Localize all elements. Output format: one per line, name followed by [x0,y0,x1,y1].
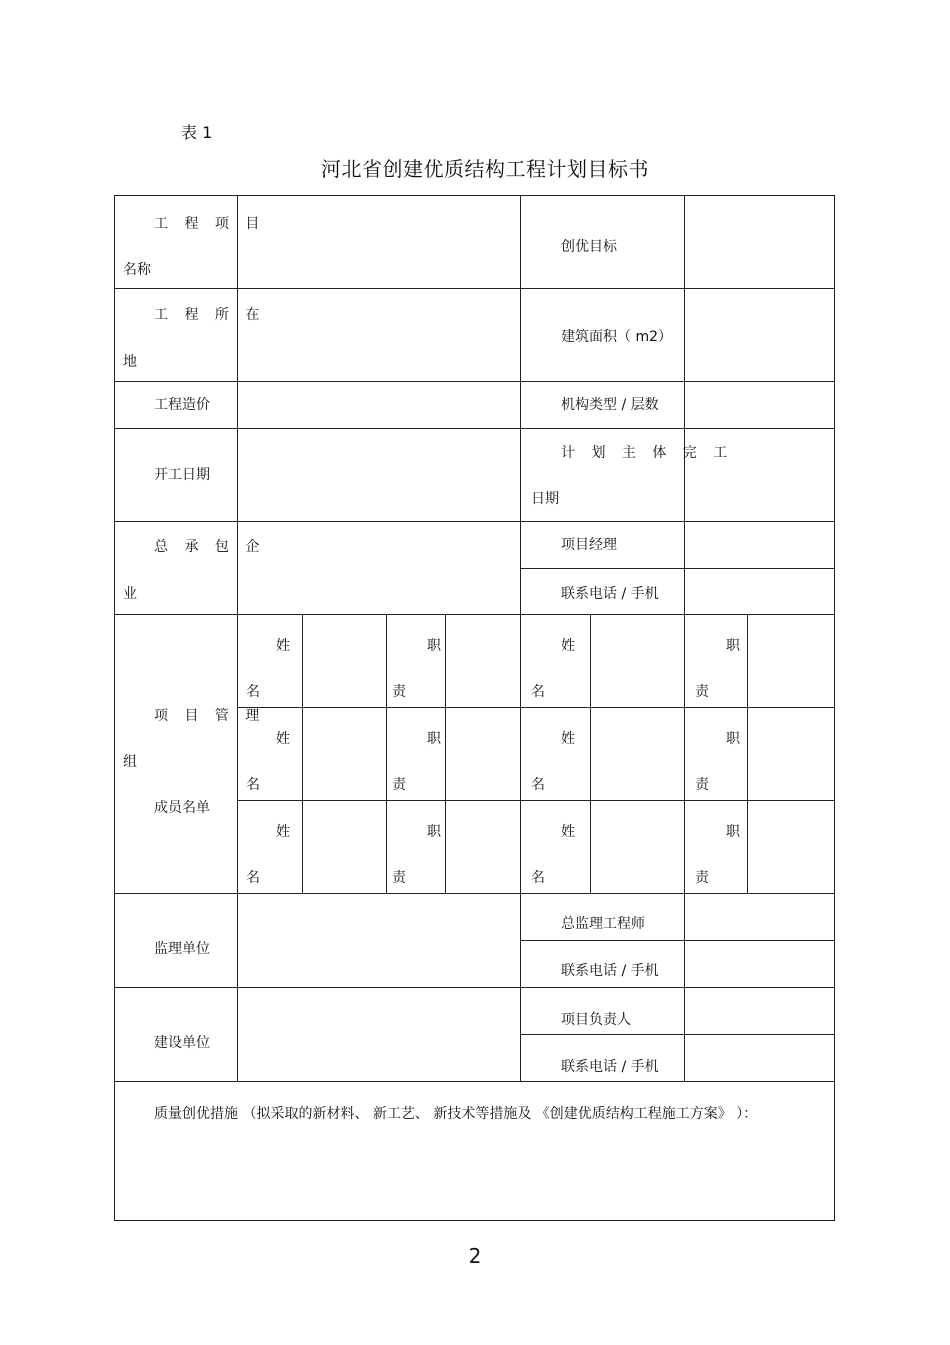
chief-supervisor-label: 总监理工程师 [561,916,645,932]
duty-label-top: 职 [726,638,740,654]
member-duty-label [685,615,748,708]
duty-label-bottom: 责 [392,777,406,793]
pm-field[interactable] [685,522,835,569]
chief-supervisor-field[interactable] [685,894,835,941]
plan-finish-label-line1: 计 划 主 体 完 工 [561,445,734,461]
contractor-label-cell [114,522,266,615]
chief-supervisor-label-cell [521,894,685,941]
goal-field[interactable] [685,195,835,289]
measures-label: 质量创优措施 （拟采取的新材料、 新工艺、 新技术等措施及 《创建优质结构工程施工方案》 ）： [154,1106,758,1122]
duty-label-bottom: 责 [695,870,709,886]
duty-label-bottom: 责 [392,870,406,886]
project-name-field[interactable] [238,195,521,289]
page-number: 2 [468,1244,482,1268]
target-form-table [114,195,835,1221]
team-label-line3: 成员名单 [154,800,210,816]
duty-label-top: 职 [427,731,441,747]
member-duty-field[interactable] [446,708,521,801]
pm-label-cell [521,522,685,569]
owner-lead-label: 项目负责人 [561,1012,631,1028]
name-label-bottom: 名 [531,684,545,700]
contractor-phone-label: 联系电话 / 手机 [561,586,659,602]
duty-label-bottom: 责 [695,777,709,793]
owner-field[interactable] [238,988,521,1082]
contractor-label-line1: 总 承 包 企 [154,539,266,555]
member-name-field[interactable] [303,801,387,894]
member-duty-label [685,801,748,894]
contractor-phone-field[interactable] [685,569,835,615]
owner-phone-label-cell [521,1035,685,1082]
structure-field[interactable] [685,382,835,429]
member-duty-field[interactable] [748,801,835,894]
location-label-line2: 地 [123,354,137,370]
duty-label-top: 职 [726,731,740,747]
name-label-top: 姓 [561,731,575,747]
area-field[interactable] [685,289,835,382]
member-name-field[interactable] [591,708,685,801]
supervision-field[interactable] [238,894,521,988]
contractor-field[interactable] [238,522,521,615]
start-date-label: 开工日期 [154,467,210,483]
cost-field[interactable] [238,382,521,429]
member-name-field[interactable] [303,615,387,708]
member-duty-field[interactable] [748,708,835,801]
name-label-bottom: 名 [531,870,545,886]
name-label-top: 姓 [561,638,575,654]
plan-finish-field[interactable] [685,429,835,522]
duty-label-top: 职 [427,824,441,840]
team-label-cell [114,615,266,894]
cost-label: 工程造价 [154,397,210,413]
owner-lead-field[interactable] [685,988,835,1035]
name-label-top: 姓 [276,731,290,747]
member-name-label [238,801,303,894]
project-name-label-line1: 工 程 项 目 [154,216,266,232]
name-label-bottom: 名 [531,777,545,793]
measures-cell[interactable] [114,1082,835,1221]
area-label: 建筑面积（ m2） [561,329,672,345]
member-duty-label [387,708,446,801]
structure-label-cell [521,382,685,429]
name-label-bottom: 名 [246,777,260,793]
team-label-line1: 项 目 管 理 [154,708,266,724]
member-duty-label [685,708,748,801]
duty-label-top: 职 [726,824,740,840]
member-name-label [521,615,591,708]
team-label-line2: 组 [123,754,137,770]
duty-label-bottom: 责 [695,684,709,700]
name-label-bottom: 名 [246,684,260,700]
member-name-label [521,708,591,801]
plan-finish-label-line2: 日期 [531,491,559,507]
contractor-phone-label-cell [521,569,685,615]
location-label-line1: 工 程 所 在 [154,307,266,323]
name-label-bottom: 名 [246,870,260,886]
start-date-label-cell [114,429,238,522]
area-label-cell [521,289,685,382]
cost-label-cell [114,382,238,429]
duty-label-bottom: 责 [392,684,406,700]
member-name-label [238,615,303,708]
supervision-phone-label-cell [521,941,685,988]
duty-label-top: 职 [427,638,441,654]
supervision-phone-field[interactable] [685,941,835,988]
location-field[interactable] [238,289,521,382]
member-name-field[interactable] [303,708,387,801]
pm-label: 项目经理 [561,537,617,553]
name-label-top: 姓 [276,824,290,840]
project-name-label-line2: 名称 [123,262,151,278]
table-label: 表 1 [181,123,213,142]
owner-lead-label-cell [521,988,685,1035]
name-label-top: 姓 [276,638,290,654]
location-label-cell [114,289,266,382]
member-duty-field[interactable] [446,801,521,894]
goal-label: 创优目标 [561,239,617,255]
member-name-label [521,801,591,894]
member-duty-label [387,615,446,708]
member-name-field[interactable] [591,801,685,894]
contractor-label-line2: 业 [123,586,137,602]
structure-label: 机构类型 / 层数 [561,397,659,413]
page-title: 河北省创建优质结构工程计划目标书 [321,157,649,181]
supervision-label: 监理单位 [154,941,210,957]
project-name-label-cell [114,195,266,289]
supervision-phone-label: 联系电话 / 手机 [561,963,659,979]
name-label-top: 姓 [561,824,575,840]
goal-label-cell [521,195,685,289]
member-name-field[interactable] [591,615,685,708]
owner-phone-label: 联系电话 / 手机 [561,1059,659,1075]
member-duty-field[interactable] [446,615,521,708]
supervision-label-cell [114,894,238,988]
member-name-label [238,708,303,801]
member-duty-label [387,801,446,894]
member-duty-field[interactable] [748,615,835,708]
owner-label: 建设单位 [154,1035,210,1051]
owner-phone-field[interactable] [685,1035,835,1082]
start-date-field[interactable] [238,429,521,522]
owner-label-cell [114,988,238,1082]
plan-finish-label-cell [521,429,734,522]
